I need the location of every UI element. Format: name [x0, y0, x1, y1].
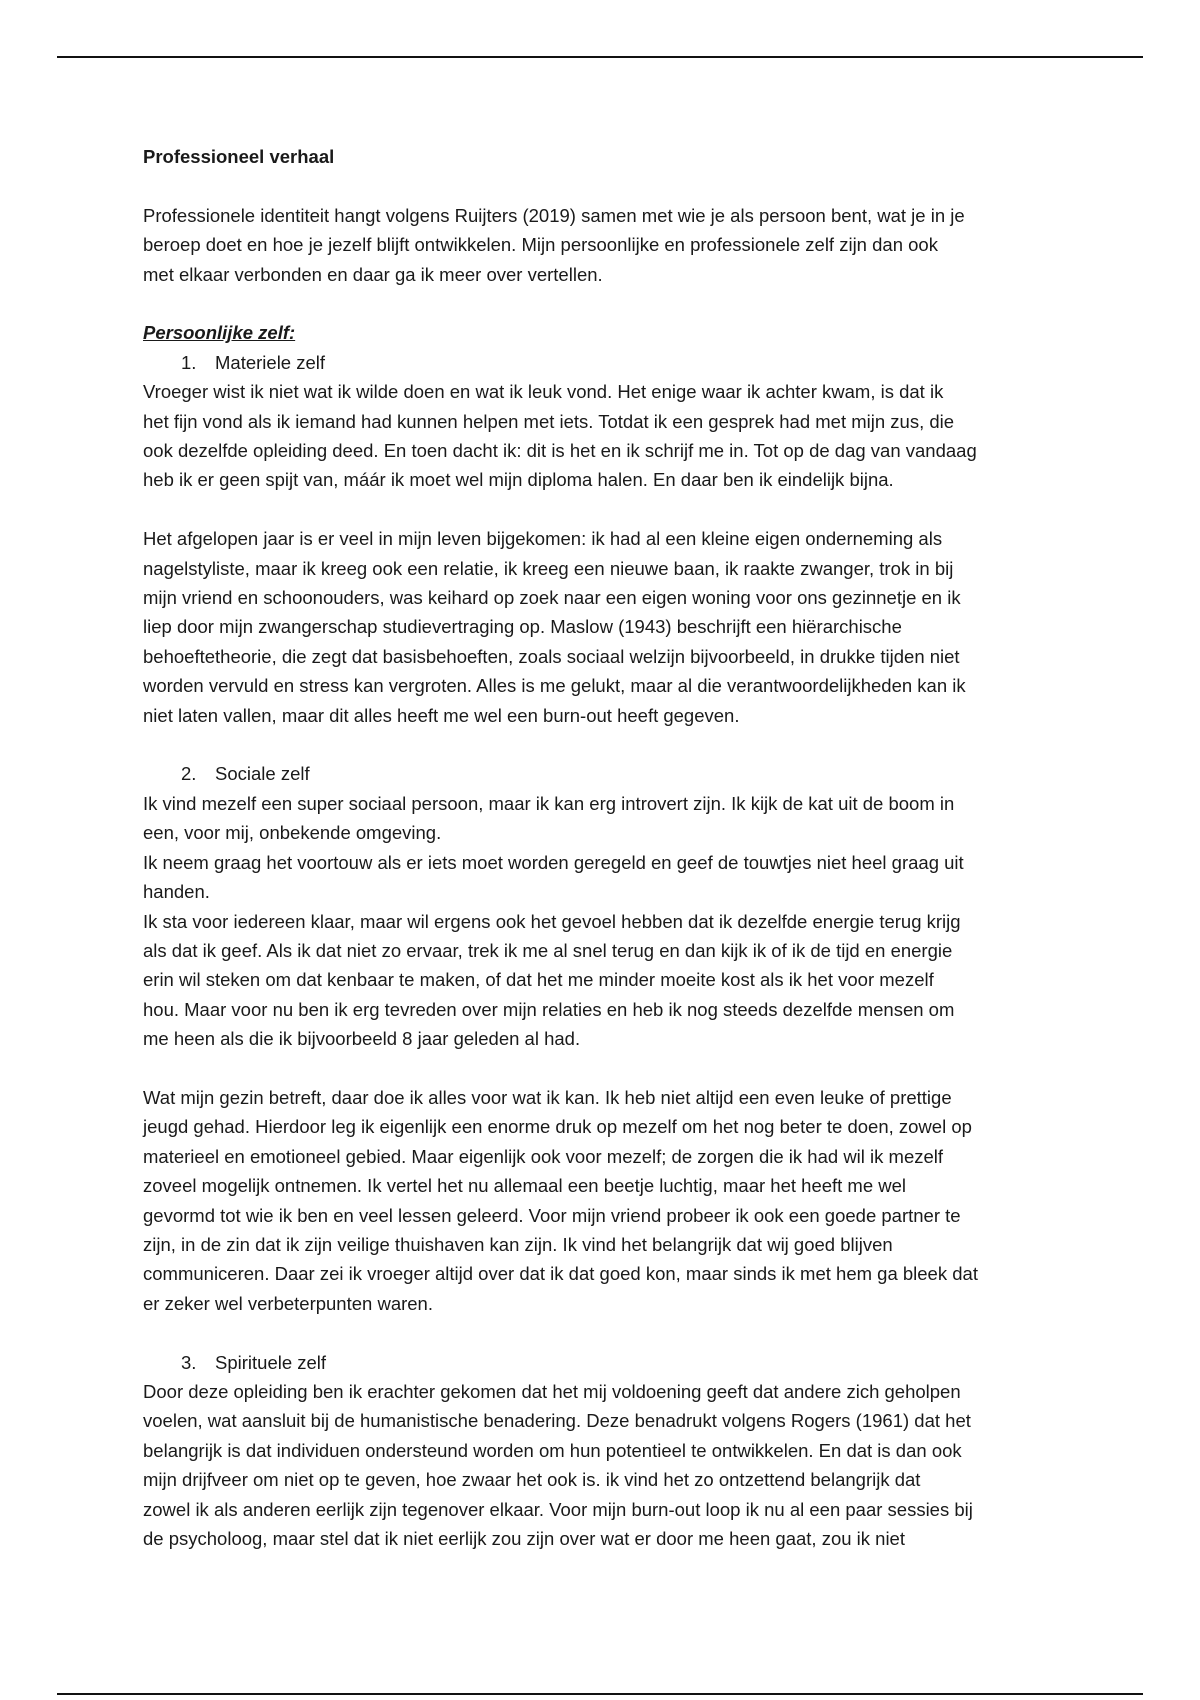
text-line: als dat ik geef. Als ik dat niet zo ervaar, trek ik me al snel terug en dan kijk ik of ik de tijd en energie [143, 939, 953, 961]
list-item-materiele-zelf [143, 348, 1068, 377]
text-line: met elkaar verbonden en daar ga ik meer over vertellen. [143, 263, 603, 285]
list-number: 2. [181, 763, 197, 785]
text-line: hou. Maar voor nu ben ik erg tevreden over mijn relaties en heb ik nog steeds dezelfde mensen om [143, 998, 955, 1020]
text-line: handen. [143, 881, 210, 903]
text-line: Vroeger wist ik niet wat ik wilde doen en wat ik leuk vond. Het enige waar ik achter kwam, is dat ik [143, 381, 944, 403]
list-number: 1. [181, 351, 197, 373]
document-title: Professioneel verhaal [143, 146, 335, 167]
text-line: communiceren. Daar zei ik vroeger altijd over dat ik dat goed kon, maar sinds ik met hem ga bleek dat [143, 1263, 978, 1285]
text-line: mijn vriend en schoonouders, was keihard op zoek naar een eigen woning voor ons gezinnetje en ik [143, 587, 961, 609]
text-line: niet laten vallen, maar dit alles heeft me wel een burn-out heeft gegeven. [143, 704, 740, 726]
list-number: 3. [181, 1351, 197, 1373]
spacer [143, 730, 1068, 759]
paragraph [143, 377, 1068, 495]
paragraph [143, 789, 1068, 1054]
top-rule [57, 56, 1143, 58]
text-line: mijn drijfveer om niet op te geven, hoe zwaar het ook is. ik vind het zo ontzettend belangrijk dat [143, 1469, 921, 1491]
text-line: het fijn vond als ik iemand had kunnen helpen met iets. Totdat ik een gesprek had met mijn zus, die [143, 410, 955, 432]
text-line: liep door mijn zwangerschap studievertraging op. Maslow (1943) beschrijft een hiërarchische [143, 616, 902, 638]
paragraph [143, 524, 1068, 730]
text-line: Het afgelopen jaar is er veel in mijn leven bijgekomen: ik had al een kleine eigen onderneming als [143, 528, 943, 550]
document-page [143, 142, 1068, 1553]
spacer [143, 1318, 1068, 1347]
text-line: Ik sta voor iedereen klaar, maar wil ergens ook het gevoel hebben dat ik dezelfde energie terug krijg [143, 910, 961, 932]
text-line: me heen als die ik bijvoorbeeld 8 jaar geleden al had. [143, 1028, 581, 1050]
list-label: Spirituele zelf [215, 1351, 327, 1373]
text-line: ook dezelfde opleiding deed. En toen dacht ik: dit is het en ik schrijf me in. Tot op de dag van vandaag [143, 440, 977, 462]
list-item-sociale-zelf [143, 759, 1068, 788]
text-line: belangrijk is dat individuen ondersteund worden om hun potentieel te ontwikkelen. En dat is dan ook [143, 1439, 962, 1461]
text-line: voelen, wat aansluit bij de humanistische benadering. Deze benadrukt volgens Rogers (1961) dat het [143, 1410, 971, 1432]
text-line: Door deze opleiding ben ik erachter gekomen dat het mij voldoening geeft dat andere zich geholpen [143, 1380, 961, 1402]
spacer [143, 289, 1068, 318]
bottom-rule [57, 1693, 1143, 1695]
text-line: heb ik er geen spijt van, máár ik moet wel mijn diploma halen. En daar ben ik eindelijk bijna. [143, 469, 894, 491]
text-line: Wat mijn gezin betreft, daar doe ik alles voor wat ik kan. Ik heb niet altijd een even leuke of prettige [143, 1086, 952, 1108]
section-heading: Persoonlijke zelf: [143, 322, 296, 344]
text-line: Professionele identiteit hangt volgens Ruijters (2019) samen met wie je als persoon bent, wat je in je [143, 204, 965, 226]
text-line: een, voor mij, onbekende omgeving. [143, 822, 442, 844]
text-line: de psycholoog, maar stel dat ik niet eerlijk zou zijn over wat er door me heen gaat, zou ik niet [143, 1528, 905, 1549]
intro-paragraph [143, 201, 1068, 289]
spacer [143, 495, 1068, 524]
text-line: er zeker wel verbeterpunten waren. [143, 1292, 433, 1314]
text-line: Ik neem graag het voortouw als er iets moet worden geregeld en geef de touwtjes niet heel graag uit [143, 851, 964, 873]
text-line: nagelstyliste, maar ik kreeg ook een relatie, ik kreeg een nieuwe baan, ik raakte zwanger, trok in bij [143, 557, 954, 579]
text-line: Ik vind mezelf een super sociaal persoon, maar ik kan erg introvert zijn. Ik kijk de kat uit de boom in [143, 792, 955, 814]
spacer [143, 1054, 1068, 1083]
text-line: gevormd tot wie ik ben en veel lessen geleerd. Voor mijn vriend probeer ik ook een goede partner te [143, 1204, 961, 1226]
list-item-spirituele-zelf [143, 1348, 1068, 1377]
text-line: beroep doet en hoe je jezelf blijft ontwikkelen. Mijn persoonlijke en professionele zelf zijn dan ook [143, 234, 938, 256]
text-line: behoeftetheorie, die zegt dat basisbehoeften, zoals sociaal welzijn bijvoorbeeld, in drukke tijden niet [143, 645, 960, 667]
text-line: zoveel mogelijk ontnemen. Ik vertel het nu allemaal een beetje luchtig, maar het heeft me wel [143, 1175, 907, 1197]
text-line: zijn, in de zin dat ik zijn veilige thuishaven kan zijn. Ik vind het belangrijk dat wij goed blijven [143, 1233, 893, 1255]
text-line: erin wil steken om dat kenbaar te maken, of dat het me minder moeite kost als ik het voor mezelf [143, 969, 934, 991]
text-line: materieel en emotioneel gebied. Maar eigenlijk ook voor mezelf; de zorgen die ik had wil ik mezelf [143, 1145, 944, 1167]
text-line: zowel ik als anderen eerlijk zijn tegenover elkaar. Voor mijn burn-out loop ik nu al een paar sessies bij [143, 1498, 973, 1520]
list-label: Materiele zelf [215, 351, 326, 373]
spacer [143, 171, 1068, 200]
text-line: worden vervuld en stress kan vergroten. Alles is me gelukt, maar al die verantwoordelijkheden kan ik [143, 675, 966, 697]
text-line: jeugd gehad. Hierdoor leg ik eigenlijk een enorme druk op mezelf om het nog beter te doen, zowel op [143, 1116, 972, 1138]
list-label: Sociale zelf [215, 763, 310, 785]
paragraph [143, 1083, 1068, 1318]
paragraph [143, 1377, 1068, 1553]
